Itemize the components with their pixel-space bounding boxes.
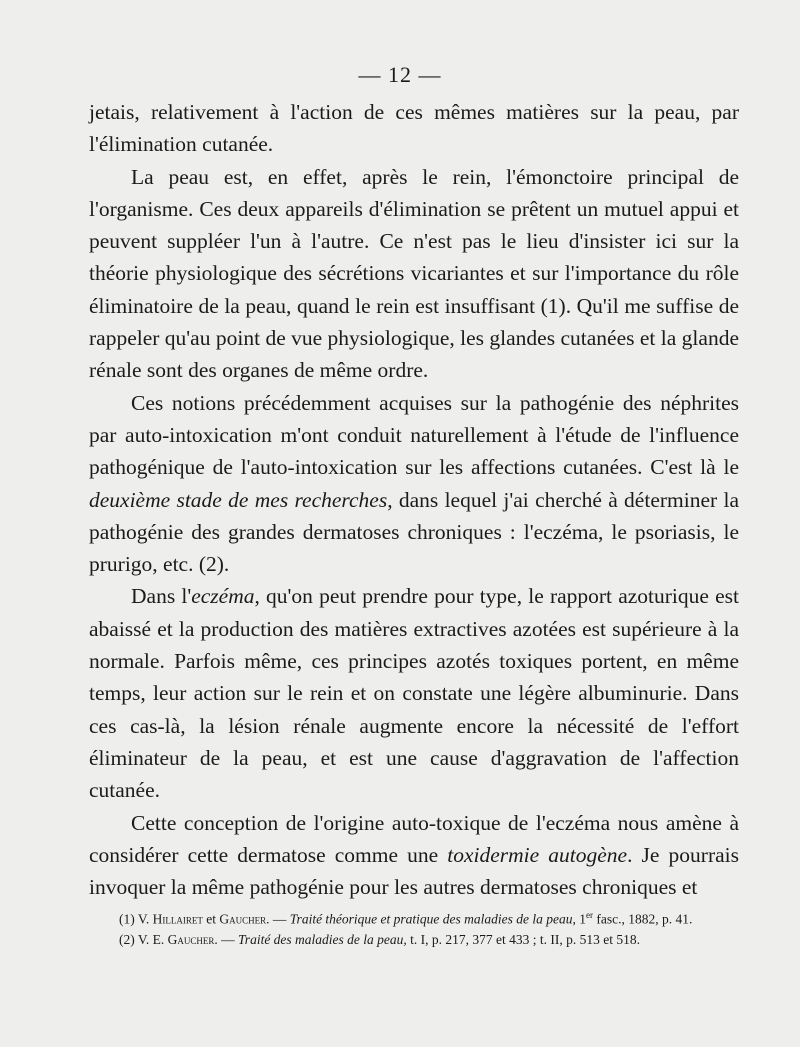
- author-name: Gaucher: [219, 911, 267, 927]
- text-run: t. I, p. 217, 377 et 433 ; t. II, p. 513 et 518.: [410, 931, 641, 947]
- book-title: Traité théorique et pratique des maladies de la peau,: [289, 911, 576, 927]
- author-initial: V. E.: [137, 931, 165, 947]
- text-run: Ces notions précédemment acquises sur la pathogénie des néphrites par auto-intoxication m'ont conduit naturellement à l'étude de l'influence pathogénique de l'auto-intoxication sur les affections cutanées. C'est là le: [89, 390, 739, 480]
- italic-phrase: eczéma: [191, 584, 255, 609]
- author-initial: V.: [137, 911, 150, 927]
- footnote-marker: (2): [119, 931, 135, 947]
- footnote-marker: (1): [119, 911, 135, 927]
- text-run: et: [206, 911, 217, 927]
- footnote: [89, 930, 739, 950]
- superscript: er: [586, 910, 594, 920]
- author-name: Hillairet: [152, 911, 203, 927]
- text-run: . —: [214, 931, 235, 947]
- paragraph: jetais, relativement à l'action de ces mêmes matières sur la peau, par l'élimination cutanée.: [89, 100, 739, 157]
- text-run: . —: [266, 911, 287, 927]
- text-run: , qu'on peut prendre pour type, le rapport azoturique est abaissé et la production des matières extractives azotées est supérieure à la normale. Parfois même, ces principes azotés toxiques portent, en même temps, leur action sur le rein et on constate une légère albuminurie. Dans ces cas-là, la lésion rénale augmente encore la nécessité de l'effort éliminateur de la peau, et est une cause d'aggravation de l'affection cutanée.: [89, 584, 739, 803]
- paragraph: [89, 580, 739, 806]
- paragraph: [89, 807, 739, 904]
- text-run: Cette conception de l'origine auto-toxique de l'eczéma nous amène à considérer cette dermatose comme une: [89, 810, 739, 867]
- text-run: . Je pourrais invoquer la même pathogénie pour les autres dermatoses chroniques et: [89, 842, 739, 900]
- text-run: , dans lequel j'ai cherché à déterminer la pathogénie des grandes dermatoses chroniques : l'eczéma, le psoriasis, le prurigo, etc. (2).: [89, 487, 739, 577]
- footnote: [89, 905, 739, 930]
- text-run: 1: [579, 911, 587, 927]
- paragraph: La peau est, en effet, après le rein, l'émonctoire principal de l'organisme. Ces deux appareils d'élimination se prêtent un mutuel appui et peuvent suppléer l'un à l'autre. Ce n'est pas le lieu d'insister ici sur la théorie physiologique des sécrétions vicariantes et sur l'importance du rôle éliminatoire de la peau, quand le rein est insuffisant (1). Qu'il me suffise de rappeler qu'au point de vue physiologique, les glandes cutanées et la glande rénale sont des organes de même ordre.: [89, 164, 739, 383]
- text-run: Dans l': [131, 584, 192, 609]
- italic-phrase: toxidermie autogène: [447, 842, 628, 867]
- body-text: [89, 96, 739, 903]
- text-run: fasc., 1882, p. 41.: [596, 911, 693, 927]
- footnotes: [89, 905, 739, 950]
- italic-phrase: deuxième stade de mes recherches: [89, 487, 388, 512]
- author-name: Gaucher: [167, 931, 215, 947]
- page-number: — 12 —: [358, 62, 442, 87]
- book-title: Traité des maladies de la peau,: [238, 931, 407, 947]
- paragraph: [89, 387, 739, 581]
